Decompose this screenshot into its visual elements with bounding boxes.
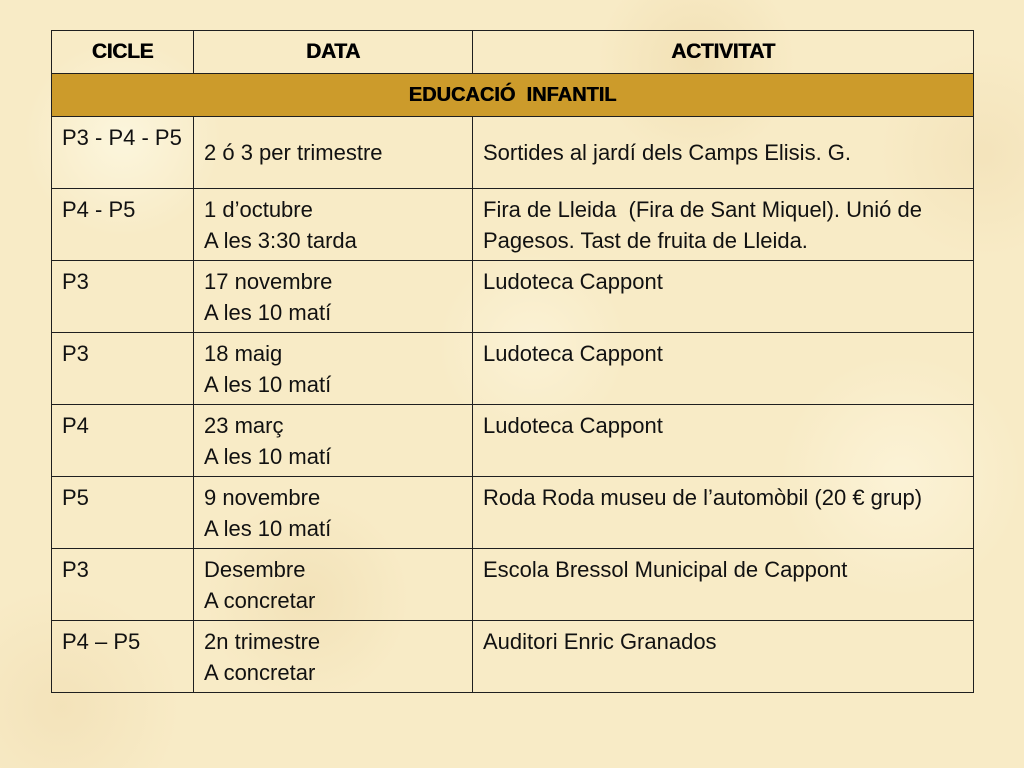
cell-data [194, 188, 473, 260]
cell-activitat: Fira de Lleida (Fira de Sant Miquel). Unió de Pagesos. Tast de fruita de Lleida. [473, 188, 974, 260]
cell-data-line: A les 10 matí [204, 443, 332, 469]
cell-data-line: Desembre [204, 556, 306, 582]
cell-cicle: P3 - P4 - P5 [52, 117, 194, 189]
table-row [52, 188, 974, 260]
cell-cicle: P5 [52, 476, 194, 548]
table-row [52, 620, 974, 692]
cell-data [194, 260, 473, 332]
cell-data-line: 2 ó 3 per trimestre [204, 140, 383, 166]
cell-data-line: A concretar [204, 587, 316, 613]
cell-activitat: Ludoteca Cappont [473, 260, 974, 332]
cell-data-line: 17 novembre [204, 268, 333, 294]
table-row [52, 117, 974, 189]
cell-data [194, 117, 473, 189]
cell-data [194, 620, 473, 692]
activities-table [51, 30, 974, 693]
header-row [52, 31, 974, 74]
cell-data-line: A les 10 matí [204, 371, 332, 397]
cell-cicle: P4 [52, 404, 194, 476]
cell-activitat: Ludoteca Cappont [473, 404, 974, 476]
cell-activitat: Roda Roda museu de l’automòbil (20 € grup) [473, 476, 974, 548]
cell-data [194, 476, 473, 548]
section-title: EDUCACIÓ INFANTIL [52, 74, 974, 117]
table-row [52, 548, 974, 620]
cell-data-line: 1 d’octubre [204, 196, 313, 222]
cell-cicle: P3 [52, 548, 194, 620]
cell-data-line: 18 maig [204, 340, 283, 366]
cell-data-line: A concretar [204, 659, 316, 685]
cell-cicle: P4 - P5 [52, 188, 194, 260]
cell-data-line: 2n trimestre [204, 628, 321, 654]
cell-activitat: Auditori Enric Granados [473, 620, 974, 692]
header-cicle: CICLE [52, 31, 194, 74]
cell-cicle: P3 [52, 332, 194, 404]
cell-activitat: Escola Bressol Municipal de Cappont [473, 548, 974, 620]
cell-data [194, 404, 473, 476]
cell-activitat: Ludoteca Cappont [473, 332, 974, 404]
cell-data-line: 23 març [204, 412, 284, 438]
cell-cicle: P3 [52, 260, 194, 332]
table-row [52, 476, 974, 548]
cell-data-line: A les 10 matí [204, 299, 332, 325]
cell-activitat: Sortides al jardí dels Camps Elisis. G. [473, 117, 974, 189]
section-row [52, 74, 974, 117]
header-data: DATA [194, 31, 473, 74]
cell-data-line: A les 10 matí [204, 515, 332, 541]
table-row [52, 260, 974, 332]
cell-data-line: A les 3:30 tarda [204, 227, 357, 253]
table-row [52, 404, 974, 476]
cell-data-line: 9 novembre [204, 484, 321, 510]
table-row [52, 332, 974, 404]
header-activitat: ACTIVITAT [473, 31, 974, 74]
cell-data [194, 332, 473, 404]
cell-cicle: P4 – P5 [52, 620, 194, 692]
cell-data [194, 548, 473, 620]
